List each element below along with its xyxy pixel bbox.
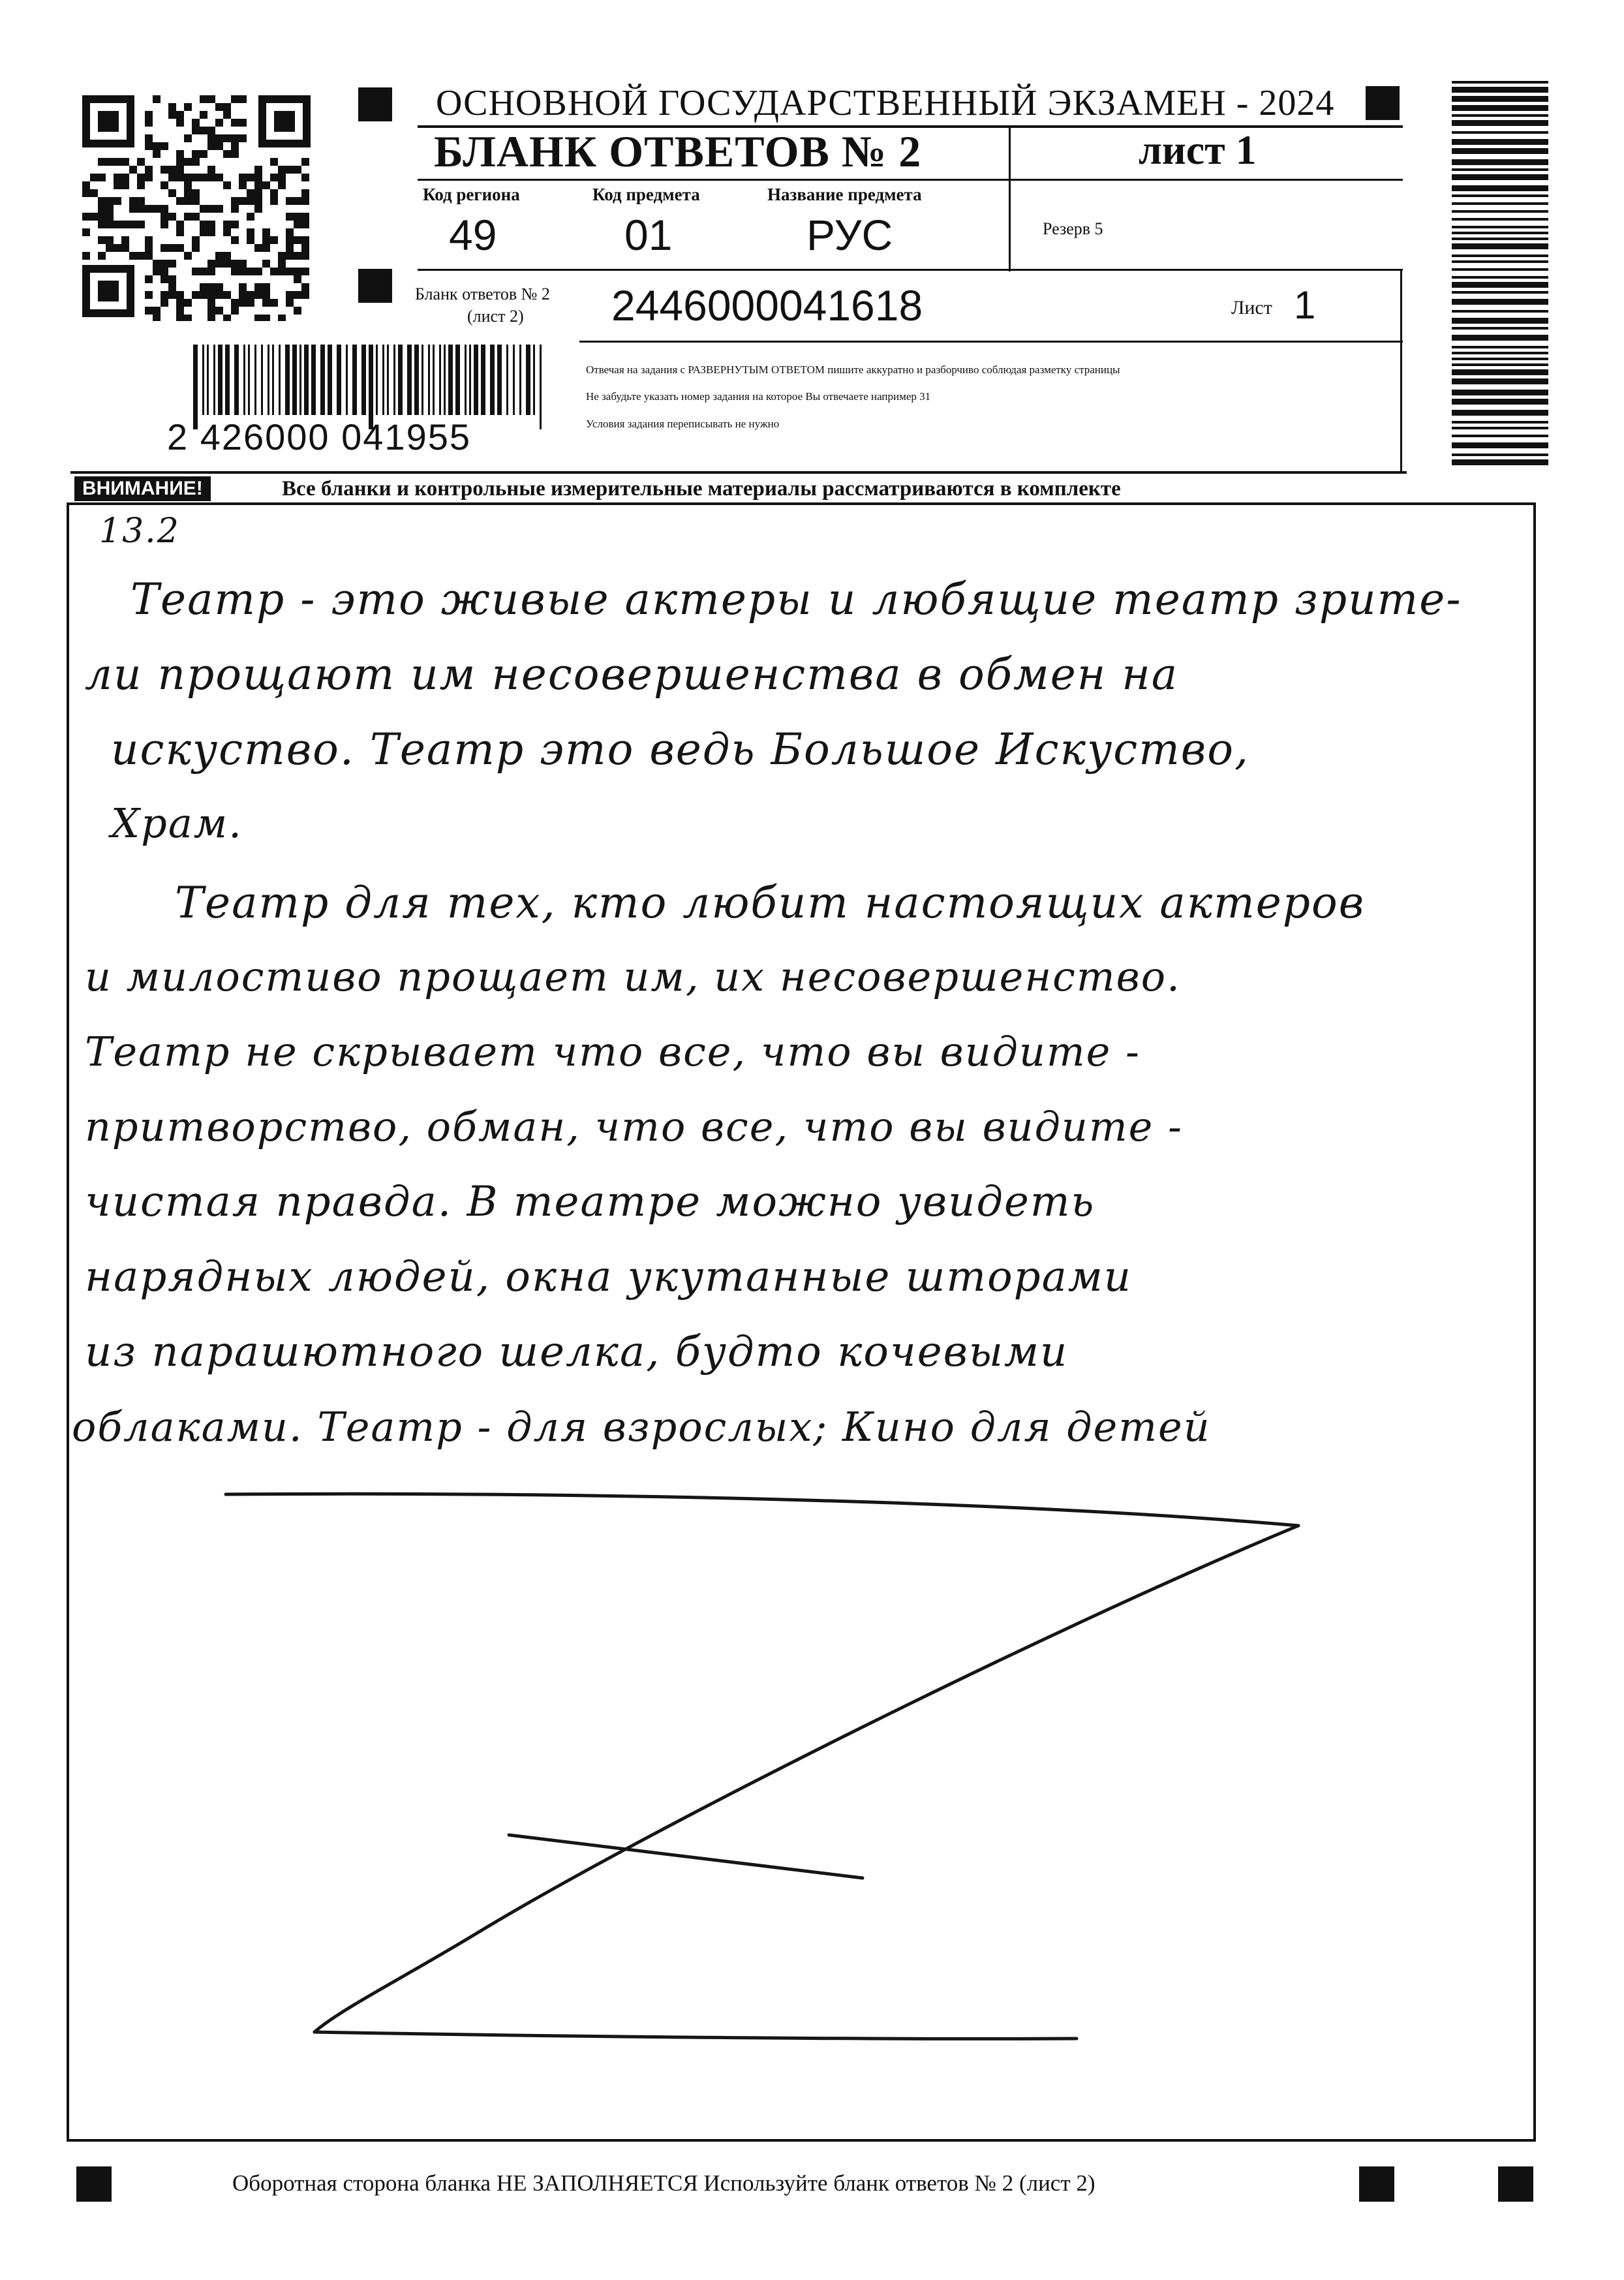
notice-top-line xyxy=(70,471,1407,474)
answer-line: из парашютного шелка, будто кочевыми xyxy=(85,1328,1069,1376)
blank-ref-line2: (лист 2) xyxy=(467,307,524,326)
answer-line: Театр для тех, кто любит настоящих актеров xyxy=(175,878,1366,928)
answer-line: облаками. Театр - для взрослых; Кино для детей xyxy=(72,1403,1211,1451)
answer-line: Храм. xyxy=(111,799,243,847)
list-value: 1 xyxy=(1294,283,1316,327)
answer-line: Театр - это живые актеры и любящие театр зрите- xyxy=(130,574,1462,624)
answer-line: притворство, обман, что все, что вы видите - xyxy=(85,1103,1183,1150)
notice-text: Все бланки и контрольные измерительные материалы рассматриваются в комплекте xyxy=(282,477,1121,501)
list-label: Лист xyxy=(1231,297,1272,318)
registration-mark-mid-left xyxy=(358,269,392,303)
qr-code xyxy=(78,91,314,321)
instruction-1: Отвечая на задания с РАЗВЕРНУТЫМ ОТВЕТОМ пишите аккуратно и разборчиво соблюдая разметку страницы xyxy=(586,363,1120,376)
form-title: БЛАНК ОТВЕТОВ № 2 xyxy=(434,127,922,176)
notice-badge: ВНИМАНИЕ! xyxy=(74,476,211,501)
answer-line: чистая правда. В театре можно увидеть xyxy=(85,1178,1095,1226)
answer-line: и милостиво прощает им, их несовершенство. xyxy=(85,953,1181,1000)
registration-mark-bottom-right-2 xyxy=(1498,2166,1533,2202)
region-label: Код региона xyxy=(423,185,520,204)
subject-code-value: 01 xyxy=(624,211,673,259)
header-vdivider xyxy=(1009,128,1011,271)
instruction-2: Не забудьте указать номер задания на которое Вы отвечаете например 31 xyxy=(586,390,931,403)
vertical-barcode xyxy=(1452,81,1548,470)
registration-mark-bottom-right-1 xyxy=(1359,2166,1394,2202)
header-right-border xyxy=(1400,269,1402,472)
subject-name-value: РУС xyxy=(806,211,893,259)
header-divider-3 xyxy=(579,341,1403,343)
footer-text: Оборотная сторона бланка НЕ ЗАПОЛНЯЕТСЯ Используйте бланк ответов № 2 (лист 2) xyxy=(232,2170,1095,2196)
answer-line: искуство. Театр это ведь Большое Искуство, xyxy=(111,724,1249,775)
barcode-number: 2 426000 041955 xyxy=(167,416,471,457)
blank-ref-line1: Бланк ответов № 2 xyxy=(415,285,550,303)
registration-mark-top-left xyxy=(358,87,392,121)
sheet-label: лист 1 xyxy=(1139,127,1257,173)
answer-line: Театр не скрывает что все, что вы видите - xyxy=(85,1028,1141,1075)
registration-mark-top-right xyxy=(1366,86,1400,120)
answer-line: нарядных людей, окна укутанные шторами xyxy=(85,1253,1132,1301)
task-number: 13.2 xyxy=(99,512,180,551)
header-divider-2 xyxy=(418,269,1403,271)
registration-mark-bottom-left xyxy=(76,2166,112,2202)
reserve-label: Резерв 5 xyxy=(1043,219,1103,238)
blank-number: 2446000041618 xyxy=(611,281,923,330)
subject-code-label: Код предмета xyxy=(592,185,700,204)
answer-line: ли прощают им несовершенства в обмен на xyxy=(85,649,1179,700)
subject-name-label: Название предмета xyxy=(767,185,922,204)
exam-title: ОСНОВНОЙ ГОСУДАРСТВЕННЫЙ ЭКЗАМЕН - 2024 xyxy=(436,83,1335,123)
instruction-3: Условия задания переписывать не нужно xyxy=(586,418,780,430)
region-value: 49 xyxy=(449,211,497,259)
header-divider-1 xyxy=(418,179,1403,181)
